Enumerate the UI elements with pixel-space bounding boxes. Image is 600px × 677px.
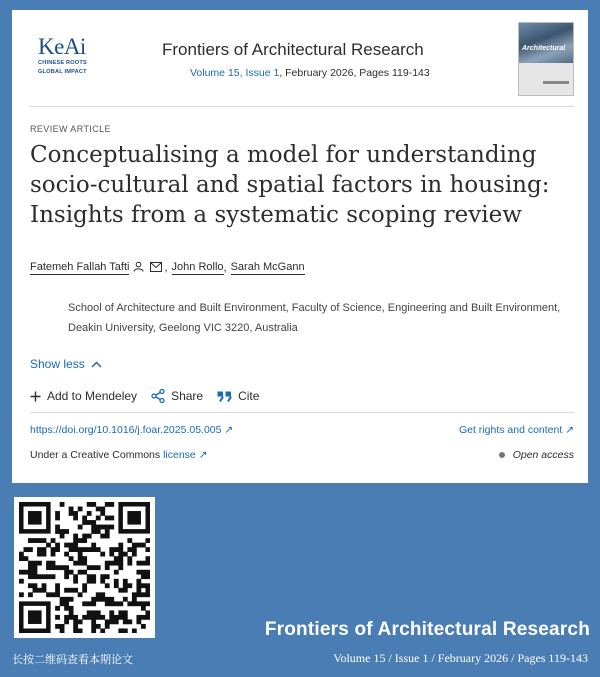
add-to-mendeley-label: Add to Mendeley: [47, 389, 138, 403]
license-prefix: Under a Creative Commons: [30, 449, 164, 461]
author-separator: ,: [164, 262, 168, 274]
cite-label: Cite: [238, 389, 260, 403]
rights-link[interactable]: Get rights and content ↗: [458, 424, 574, 436]
logo-tagline-1: CHINESE ROOTS: [38, 60, 87, 66]
plus-icon: [30, 391, 41, 402]
chevron-up-icon: [91, 361, 102, 368]
doi-link[interactable]: https://doi.org/10.1016/j.foar.2025.05.005 ↗: [30, 424, 234, 436]
open-access-label: Open access: [512, 449, 574, 461]
author-link-1[interactable]: Fatemeh Fallah Tafti: [30, 261, 130, 273]
show-less-label: Show less: [30, 357, 85, 371]
date-pages: , February 2026, Pages 119-143: [279, 67, 430, 79]
quote-icon: [217, 391, 232, 402]
journal-header: [12, 10, 588, 106]
share-label: Share: [171, 389, 204, 403]
qr-caption: 长按二维码查看本期论文: [12, 653, 133, 666]
cover-photo: [519, 23, 574, 63]
article-type-label: REVIEW ARTICLE: [30, 124, 111, 134]
author-separator: ,: [223, 262, 227, 274]
article-title: Conceptualising a model for understanding socio-cultural and spatial factors in housing: Insights from a systematic scoping review: [30, 142, 550, 228]
publisher-logo[interactable]: [38, 36, 108, 75]
cover-title: Architectural: [522, 45, 566, 52]
author-list: [30, 261, 305, 275]
person-icon[interactable]: [133, 261, 144, 275]
share-button[interactable]: [151, 389, 203, 403]
license-link[interactable]: license ↗: [163, 449, 208, 461]
journal-cover-image[interactable]: [518, 22, 574, 96]
qr-code-graphic: [19, 502, 150, 633]
author-link-3[interactable]: Sarah McGann: [230, 261, 305, 273]
journal-title[interactable]: Frontiers of Architectural Research: [162, 40, 424, 59]
volume-issue-link[interactable]: Volume 15, Issue 1: [190, 67, 280, 79]
license-line: [30, 449, 207, 461]
open-access-badge: [499, 449, 574, 461]
actions-divider: [30, 412, 574, 413]
mail-icon[interactable]: [150, 262, 162, 275]
article-actions: [30, 389, 273, 403]
logo-wordmark: KeAi: [38, 34, 86, 59]
qr-code[interactable]: [14, 497, 155, 638]
open-access-dot-icon: [499, 452, 505, 458]
author-affiliation: School of Architecture and Built Environment, Faculty of Science, Engineering and Built Environment, Deakin University, Geelong VIC 3220, Australia: [68, 302, 561, 334]
show-less-toggle[interactable]: [30, 357, 102, 371]
add-to-mendeley-button[interactable]: [30, 389, 137, 403]
article-card: [12, 10, 588, 483]
footer-journal-title: Frontiers of Architectural Research: [264, 619, 590, 640]
author-link-2[interactable]: John Rollo: [171, 261, 224, 273]
header-divider: [30, 106, 574, 107]
footer-issue-info: Volume 15 / Issue 1 / February 2026 / Pages 119-143: [333, 651, 588, 665]
cover-barcode: [543, 81, 569, 84]
journal-issue-info: [190, 67, 430, 79]
cite-button[interactable]: [217, 389, 259, 403]
logo-tagline-2: GLOBAL IMPACT: [38, 68, 87, 75]
share-icon: [151, 389, 165, 403]
